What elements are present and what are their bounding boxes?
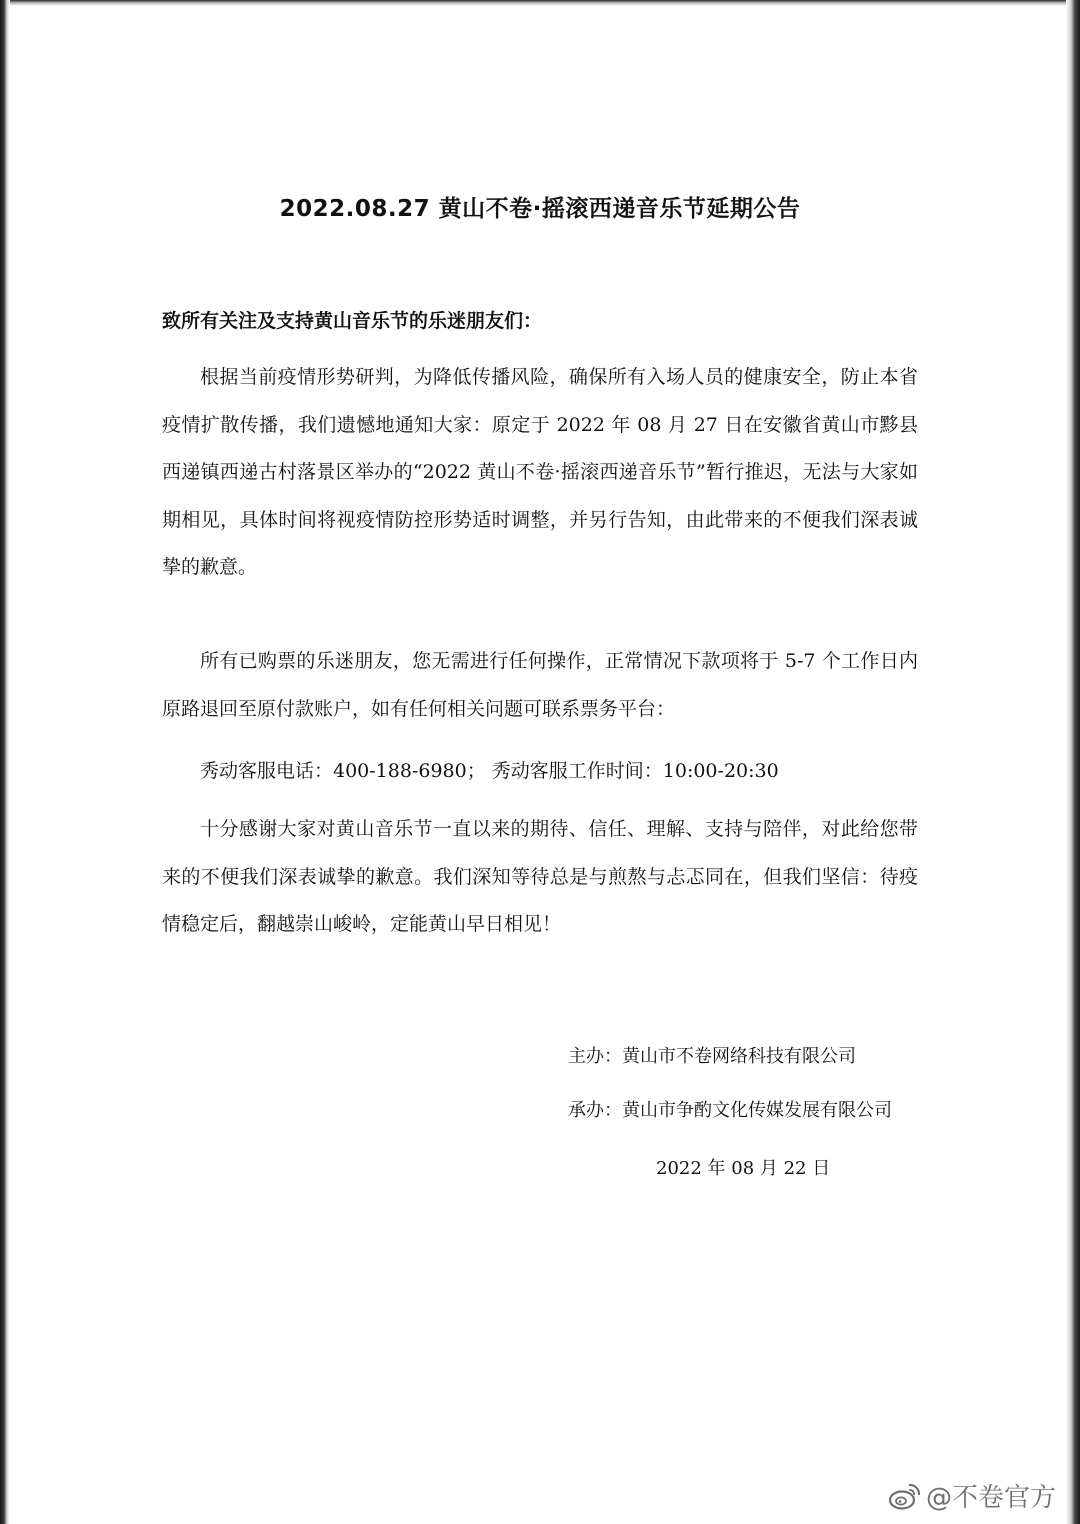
notice-date: 2022 年 08 月 22 日	[656, 1158, 831, 1179]
scan-edge-left	[0, 0, 10, 1524]
host-line: 主办：黄山市不卷网络科技有限公司	[568, 1046, 856, 1067]
scan-edge-top	[0, 0, 1080, 6]
salutation: 致所有关注及支持黄山音乐节的乐迷朋友们：	[162, 310, 543, 332]
paragraph-refund: 所有已购票的乐迷朋友，您无需进行任何操作，正常情况下款项将于 5-7 个工作日内原路退回至原付款账户，如有任何相关问题可联系票务平台：	[162, 650, 918, 720]
paragraph-thanks: 十分感谢大家对黄山音乐节一直以来的期待、信任、理解、支持与陪伴，对此给您带来的不便我们深表诚挚的歉意。我们深知等待总是与煎熬与忐忑同在，但我们坚信：待疫情稳定后，翻越崇山峻岭，定能黄山早日相见！	[162, 818, 918, 935]
paragraph-customer-service: 秀动客服电话：400-188-6980； 秀动客服工作时间：10:00-20:30	[200, 760, 779, 782]
organizer-line: 承办：黄山市争酌文化传媒发展有限公司	[568, 1100, 892, 1121]
notice-title: 2022.08.27 黄山不卷·摇滚西递音乐节延期公告	[279, 196, 801, 222]
scan-edge-right	[1066, 0, 1080, 1524]
paragraph-postponement: 根据当前疫情形势研判，为降低传播风险，确保所有入场人员的健康安全，防止本省疫情扩散传播，我们遗憾地通知大家：原定于 2022 年 08 月 27 日在安徽省黄山市黟县西递镇西递古村落景区举办的“2022 黄山不卷·摇滚西递音乐节”暂行推迟，无法与大家如期相见，具体时间将视疫情防控形势适时调整，并另行告知，由此带来的不便我们深表诚挚的歉意。	[162, 366, 918, 578]
watermark-text: @不卷官方	[925, 1483, 1056, 1513]
weibo-logo-icon	[888, 1481, 922, 1511]
weibo-watermark	[888, 1477, 1056, 1514]
